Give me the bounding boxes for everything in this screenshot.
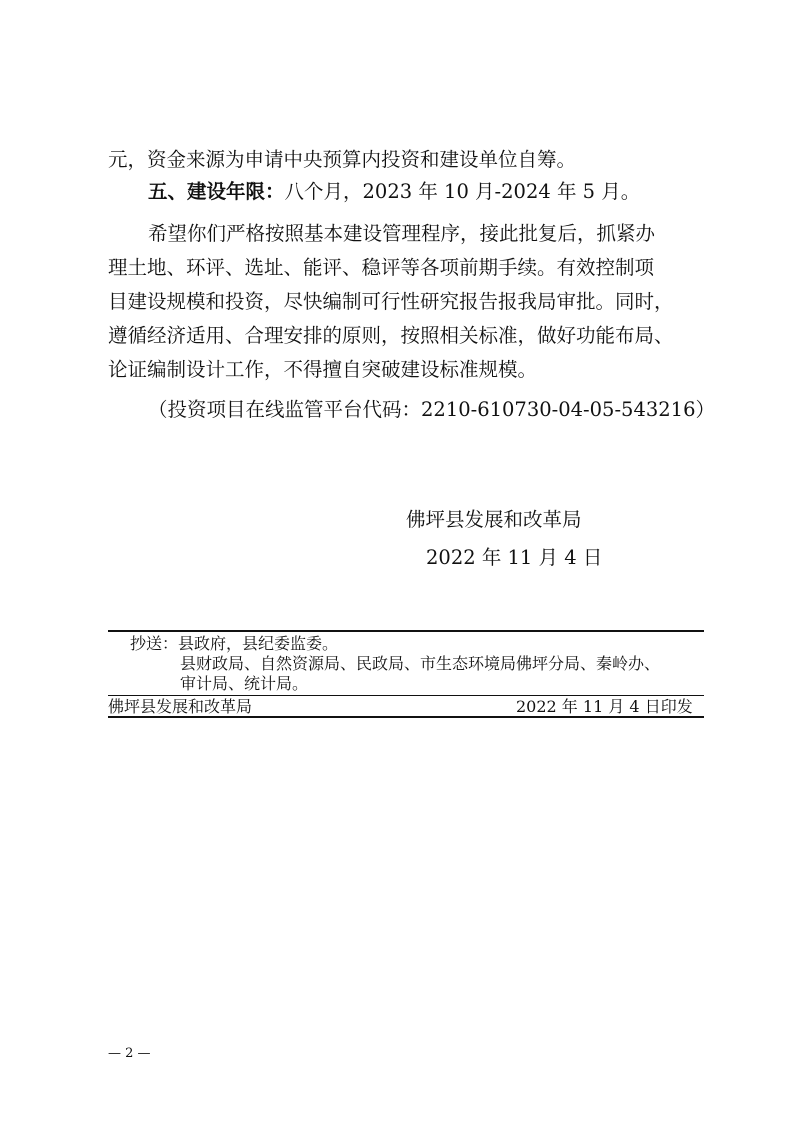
page-number: — 2 — [108, 1046, 151, 1061]
signature-date: 2022 年 11 月 4 日 [426, 546, 603, 569]
paragraph-line-1: 希望你们严格按照基本建设管理程序，接此批复后，抓紧办 [148, 222, 656, 245]
issue-date: 2022 年 11 月 4 日印发 [516, 697, 693, 716]
section-5-heading: 五、建设年限： [148, 180, 285, 203]
cc-label: 抄送： [130, 634, 179, 653]
paragraph-line-4: 遵循经济适用、合理安排的原则，按照相关标准，做好功能布局、 [108, 324, 674, 347]
cc-top-rule [108, 630, 704, 632]
section-5-line [148, 180, 640, 204]
cc-recipients-2: 县财政局、自然资源局、民政局、市生态环境局佛坪分局、秦岭办、 [180, 654, 661, 673]
signature-org: 佛坪县发展和改革局 [406, 508, 582, 531]
cc-line-1 [130, 634, 338, 654]
paragraph-line-2: 理土地、环评、选址、能评、稳评等各项前期手续。有效控制项 [108, 256, 655, 279]
project-code-line: （投资项目在线监管平台代码：2210-610730-04-05-543216） [148, 398, 715, 421]
issuer: 佛坪县发展和改革局 [108, 697, 253, 716]
cc-recipients-3: 审计局、统计局。 [180, 674, 309, 693]
body-line-1: 元，资金来源为申请中央预算内投资和建设单位自筹。 [108, 148, 577, 171]
paragraph-line-5: 论证编制设计工作，不得擅自突破建设标准规模。 [108, 358, 538, 381]
section-5-text: 八个月，2023 年 10 月-2024 年 5 月。 [284, 180, 641, 203]
cc-bottom-rule [108, 716, 704, 718]
paragraph-line-3: 目建设规模和投资，尽快编制可行性研究报告报我局审批。同时， [108, 290, 674, 313]
cc-middle-rule [108, 695, 704, 696]
cc-recipients-1: 县政府，县纪委监委。 [178, 634, 339, 653]
